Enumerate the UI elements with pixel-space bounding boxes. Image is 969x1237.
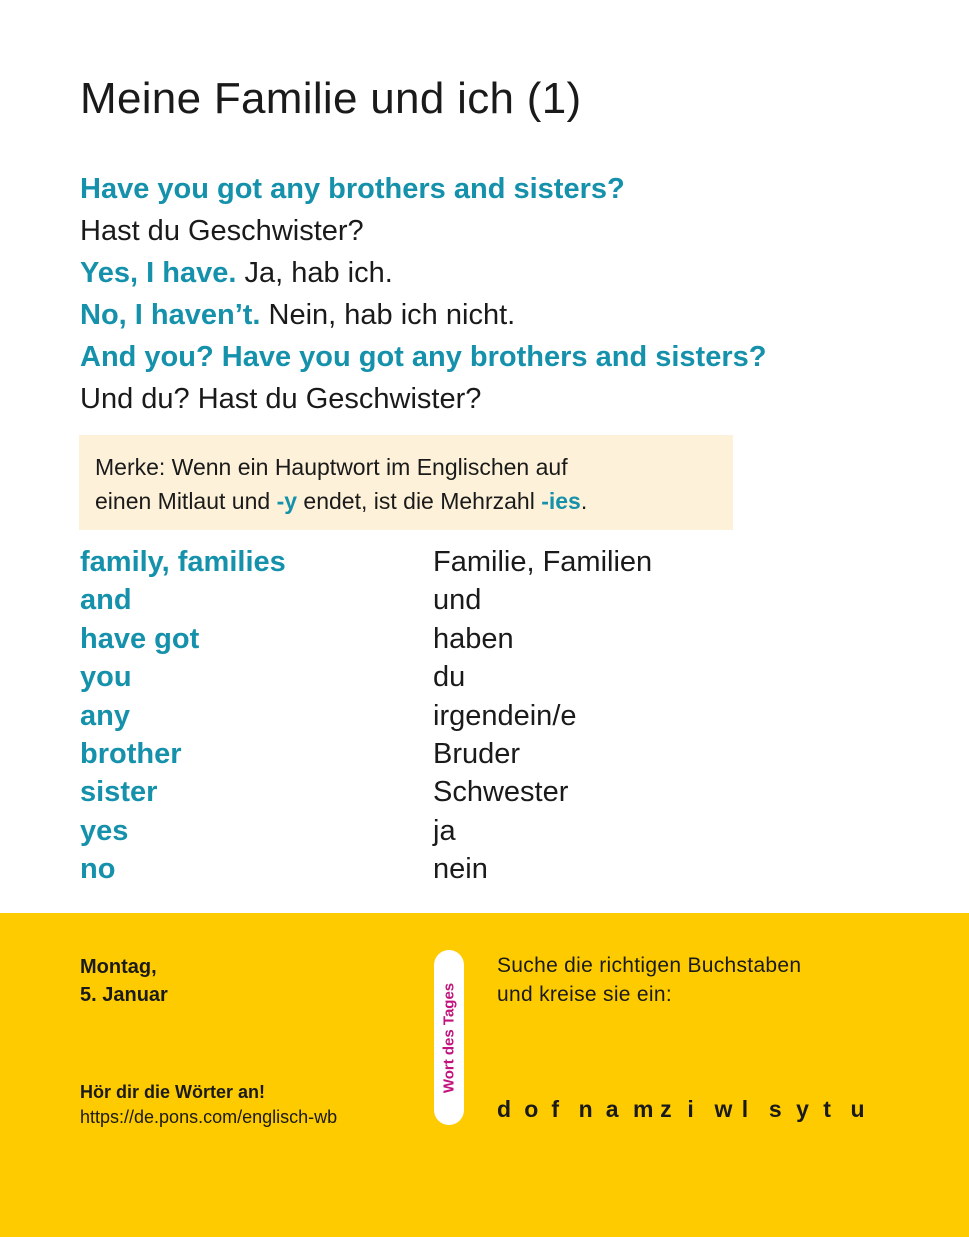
listen-url[interactable]: https://de.pons.com/englisch-wb bbox=[80, 1107, 338, 1127]
vocab-german: haben bbox=[433, 622, 514, 655]
english-phrase: No, I haven’t. bbox=[80, 299, 261, 331]
listen-hint bbox=[80, 1080, 337, 1130]
vocab-row bbox=[80, 543, 880, 581]
vocab-german: nein bbox=[433, 853, 488, 886]
puzzle-letter[interactable]: f bbox=[551, 1096, 560, 1122]
vocab-english: you bbox=[80, 661, 132, 694]
dialog-line bbox=[80, 210, 940, 252]
vocab-english: brother bbox=[80, 737, 182, 770]
dialog-line bbox=[80, 168, 940, 210]
dialog-block bbox=[80, 168, 940, 420]
vocabulary-list bbox=[80, 543, 880, 889]
grammar-note-text: endet, ist die Mehrzahl bbox=[297, 488, 542, 514]
vocab-english: have got bbox=[80, 622, 200, 655]
grammar-note-text: . bbox=[580, 488, 588, 514]
puzzle-letter[interactable]: z bbox=[660, 1096, 672, 1122]
puzzle-letter[interactable]: s bbox=[768, 1096, 782, 1122]
vocab-english: yes bbox=[80, 814, 129, 847]
puzzle-letter[interactable]: n bbox=[578, 1096, 593, 1122]
puzzle-letter[interactable]: l bbox=[741, 1096, 749, 1122]
calendar-date: 5. Januar bbox=[80, 984, 168, 1006]
vocab-row bbox=[80, 773, 880, 811]
grammar-note-highlight: -y bbox=[276, 488, 298, 514]
dialog-line bbox=[80, 378, 940, 420]
puzzle-letter[interactable]: w bbox=[714, 1096, 733, 1122]
puzzle-letter[interactable]: y bbox=[796, 1096, 809, 1122]
german-phrase: Hast du Geschwister? bbox=[80, 215, 364, 247]
vocab-row bbox=[80, 812, 880, 850]
dialog-line bbox=[80, 294, 940, 336]
puzzle-letter[interactable]: o bbox=[524, 1096, 539, 1122]
puzzle-letter[interactable]: t bbox=[823, 1096, 831, 1122]
grammar-note-text: einen Mitlaut und bbox=[95, 488, 277, 514]
german-phrase: Ja, hab ich. bbox=[236, 257, 393, 289]
vocab-row bbox=[80, 581, 880, 619]
puzzle-letter[interactable]: i bbox=[687, 1096, 694, 1122]
vocab-german: Bruder bbox=[433, 737, 521, 770]
vocab-row bbox=[80, 620, 880, 658]
vocab-german: Schwester bbox=[433, 776, 569, 809]
german-phrase: Nein, hab ich nicht. bbox=[260, 299, 516, 331]
vocab-row bbox=[80, 658, 880, 696]
vocab-english: and bbox=[80, 584, 132, 617]
footer-panel bbox=[0, 913, 969, 1237]
page-title: Meine Familie und ich (1) bbox=[80, 74, 582, 123]
vocab-row bbox=[80, 697, 880, 735]
vocab-german: du bbox=[433, 661, 466, 694]
english-phrase: And you? Have you got any brothers and sisters? bbox=[80, 341, 767, 373]
vocab-german: ja bbox=[433, 814, 456, 847]
word-of-day-tag bbox=[434, 950, 464, 1125]
vocab-english: sister bbox=[80, 776, 158, 809]
weekday: Montag, bbox=[80, 956, 157, 978]
vocab-row bbox=[80, 850, 880, 888]
word-of-day-label: Wort des Tages bbox=[440, 982, 458, 1093]
puzzle-instruction bbox=[497, 951, 801, 1009]
instruction-line: Suche die richtigen Buchstaben bbox=[497, 954, 802, 977]
vocab-german: irgendein/e bbox=[433, 699, 577, 732]
grammar-note-highlight: -ies bbox=[541, 488, 581, 514]
vocab-german: Familie, Familien bbox=[433, 546, 653, 578]
puzzle-letter[interactable]: a bbox=[605, 1096, 619, 1122]
vocab-row bbox=[80, 735, 880, 773]
date-label bbox=[80, 953, 168, 1009]
english-phrase: Yes, I have. bbox=[80, 257, 237, 289]
letter-puzzle bbox=[497, 1096, 878, 1123]
vocab-english: no bbox=[80, 853, 116, 886]
vocab-english: family, families bbox=[80, 546, 286, 578]
dialog-line bbox=[80, 336, 940, 378]
puzzle-letter[interactable]: u bbox=[850, 1096, 865, 1122]
dialog-line bbox=[80, 252, 940, 294]
instruction-line: und kreise sie ein: bbox=[497, 983, 672, 1006]
vocab-english: any bbox=[80, 699, 130, 732]
grammar-note-line: Merke: Wenn ein Hauptwort im Englischen auf bbox=[95, 454, 568, 480]
grammar-note-line bbox=[95, 484, 717, 518]
vocab-german: und bbox=[433, 584, 482, 617]
grammar-note-box bbox=[79, 435, 733, 530]
puzzle-letter[interactable]: d bbox=[497, 1096, 512, 1122]
listen-heading: Hör dir die Wörter an! bbox=[80, 1082, 266, 1102]
english-phrase: Have you got any brothers and sisters? bbox=[80, 173, 625, 205]
german-phrase: Und du? Hast du Geschwister? bbox=[80, 383, 482, 415]
puzzle-letter[interactable]: m bbox=[632, 1096, 654, 1122]
